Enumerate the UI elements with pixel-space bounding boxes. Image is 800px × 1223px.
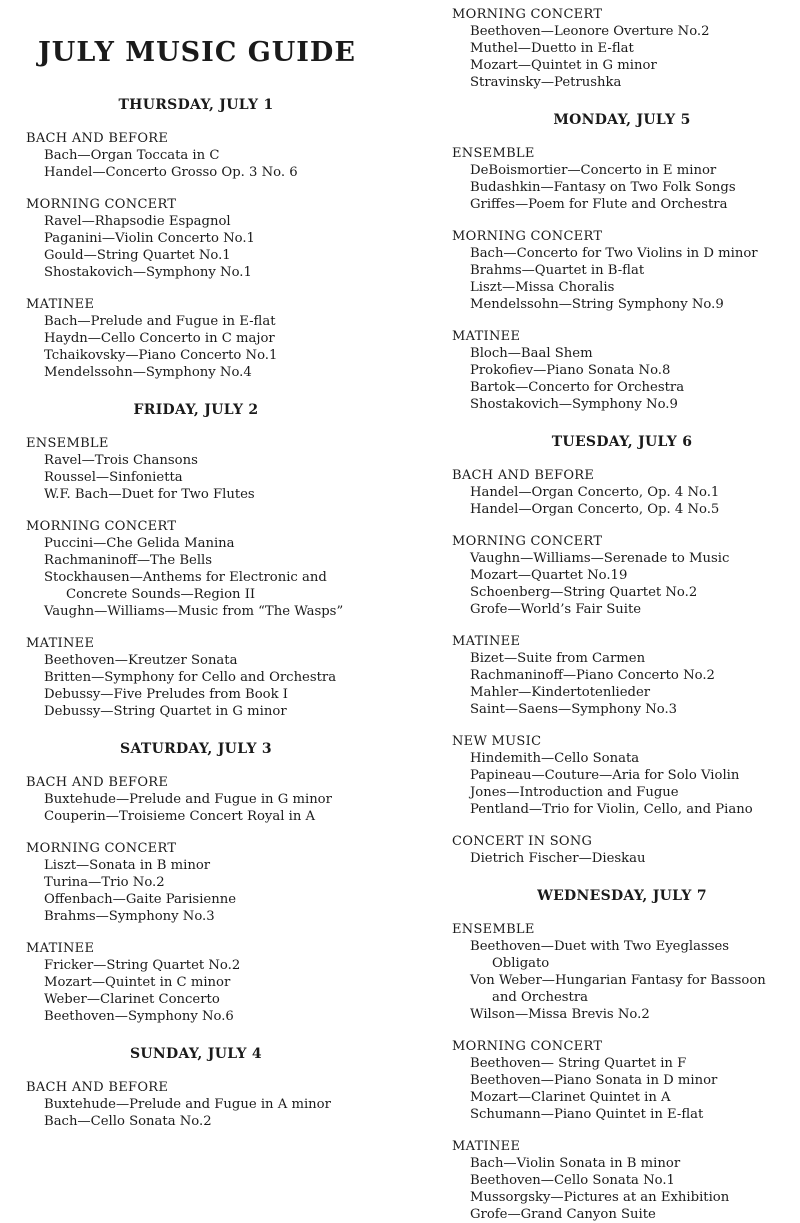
- program-item: Handel—Organ Concerto, Op. 4 No.5: [470, 502, 720, 517]
- program-item: Grofe—Grand Canyon Suite: [470, 1207, 656, 1222]
- program-item: Beethoven—Leonore Overture No.2: [470, 24, 710, 39]
- program-item: Shostakovich—Symphony No.9: [470, 397, 678, 412]
- section-morning-concert: [452, 228, 792, 313]
- day-heading-wednesday: WEDNESDAY, JULY 7: [537, 888, 707, 904]
- program-item: Mozart—Quartet No.19: [470, 568, 628, 583]
- section-ensemble: [452, 921, 792, 1023]
- page-title: JULY MUSIC GUIDE: [38, 37, 356, 68]
- day-heading-tuesday: TUESDAY, JULY 6: [551, 434, 693, 450]
- program-item: Bach—Cello Sonata No.2: [44, 1114, 212, 1129]
- section-matinee: [26, 940, 366, 1025]
- program-item: Beethoven— String Quartet in F: [470, 1056, 687, 1071]
- program-item: Bizet—Suite from Carmen: [470, 651, 646, 666]
- program-item-continuation: Concrete Sounds—Region II: [66, 587, 256, 602]
- program-item: Schoenberg—String Quartet No.2: [470, 585, 698, 600]
- program-item: Debussy—Five Preludes from Book I: [44, 687, 288, 702]
- program-item: Mozart—Quintet in G minor: [470, 58, 657, 73]
- program-item: Brahms—Quartet in B-flat: [470, 263, 645, 278]
- program-item: Schumann—Piano Quintet in E-flat: [470, 1107, 704, 1122]
- program-item: Turina—Trio No.2: [44, 875, 165, 890]
- program-item: Rachmaninoff—Piano Concerto No.2: [470, 668, 715, 683]
- section-title: CONCERT IN SONG: [452, 834, 593, 849]
- section-title: ENSEMBLE: [452, 922, 535, 937]
- program-item: Wilson—Missa Brevis No.2: [470, 1007, 650, 1022]
- section-morning-concert: [452, 6, 792, 91]
- section-bach-and-before: [26, 130, 366, 181]
- day-heading-saturday: SATURDAY, JULY 3: [120, 741, 272, 757]
- day-heading-friday: FRIDAY, JULY 2: [133, 402, 259, 418]
- program-item-continuation: and Orchestra: [492, 990, 589, 1005]
- program-item: Bach—Concerto for Two Violins in D minor: [470, 246, 758, 261]
- program-item: Beethoven—Piano Sonata in D minor: [470, 1073, 718, 1088]
- section-title: MORNING CONCERT: [26, 197, 177, 212]
- section-title: MORNING CONCERT: [452, 534, 603, 549]
- program-item: Jones—Introduction and Fugue: [470, 785, 679, 800]
- section-morning-concert: [452, 533, 792, 618]
- program-item: Prokofiev—Piano Sonata No.8: [470, 363, 671, 378]
- program-item: Handel—Organ Concerto, Op. 4 No.1: [470, 485, 720, 500]
- section-title: NEW MUSIC: [452, 734, 542, 749]
- program-item: Stockhausen—Anthems for Electronic and: [44, 570, 327, 585]
- program-item: Muthel—Duetto in E-flat: [470, 41, 634, 56]
- program-item: Buxtehude—Prelude and Fugue in A minor: [44, 1097, 331, 1112]
- section-title: ENSEMBLE: [452, 146, 535, 161]
- section-title: MORNING CONCERT: [26, 519, 177, 534]
- section-title: MATINEE: [26, 941, 95, 956]
- section-morning-concert: [26, 840, 366, 925]
- program-item: Vaughn—Williams—Music from “The Wasps”: [44, 604, 344, 619]
- section-morning-concert: [452, 1038, 792, 1123]
- program-item: Bartok—Concerto for Orchestra: [470, 380, 685, 395]
- program-item: Von Weber—Hungarian Fantasy for Bassoon: [470, 973, 766, 988]
- section-matinee: [452, 328, 792, 413]
- section-title: MATINEE: [26, 636, 95, 651]
- program-item: Brahms—Symphony No.3: [44, 909, 215, 924]
- program-item: Shostakovich—Symphony No.1: [44, 265, 252, 280]
- left-column: [26, 0, 366, 1130]
- program-item: Beethoven—Cello Sonata No.1: [470, 1173, 675, 1188]
- program-item: Roussel—Sinfonietta: [44, 470, 183, 485]
- program-item: Mendelssohn—String Symphony No.9: [470, 297, 724, 312]
- day-heading-thursday: THURSDAY, JULY 1: [118, 97, 274, 113]
- program-item: Bach—Organ Toccata in C: [44, 148, 220, 163]
- section-title: BACH AND BEFORE: [26, 1080, 169, 1095]
- program-item: Griffes—Poem for Flute and Orchestra: [470, 197, 728, 212]
- program-item: Ravel—Rhapsodie Espagnol: [44, 214, 231, 229]
- section-matinee: [26, 296, 366, 381]
- program-item: Bach—Violin Sonata in B minor: [470, 1156, 681, 1171]
- section-title: BACH AND BEFORE: [26, 131, 169, 146]
- section-ensemble: [26, 435, 366, 503]
- program-item: Bloch—Baal Shem: [470, 346, 593, 361]
- section-matinee: [452, 1138, 792, 1223]
- program-item: Dietrich Fischer—Dieskau: [470, 851, 646, 866]
- program-item: Bach—Prelude and Fugue in E-flat: [44, 314, 276, 329]
- section-title: MATINEE: [452, 1139, 521, 1154]
- program-item: DeBoismortier—Concerto in E minor: [470, 163, 717, 178]
- program-item: Mozart—Quintet in C minor: [44, 975, 231, 990]
- section-title: MORNING CONCERT: [452, 229, 603, 244]
- section-bach-and-before: [452, 467, 792, 518]
- section-matinee: [26, 635, 366, 720]
- section-new-music: [452, 733, 792, 818]
- section-morning-concert: [26, 518, 366, 620]
- program-item: Offenbach—Gaite Parisienne: [44, 892, 237, 907]
- program-item: Puccini—Che Gelida Manina: [44, 536, 235, 551]
- program-item: Pentland—Trio for Violin, Cello, and Piano: [470, 802, 753, 817]
- program-item: Britten—Symphony for Cello and Orchestra: [44, 670, 337, 685]
- program-item: Beethoven—Duet with Two Eyeglasses: [470, 939, 730, 954]
- day-heading-sunday: SUNDAY, JULY 4: [130, 1046, 262, 1062]
- section-title: BACH AND BEFORE: [452, 468, 595, 483]
- program-item: Fricker—String Quartet No.2: [44, 958, 241, 973]
- section-bach-and-before: [26, 774, 366, 825]
- day-heading-monday: MONDAY, JULY 5: [553, 112, 691, 128]
- program-item: Handel—Concerto Grosso Op. 3 No. 6: [44, 165, 298, 180]
- program-item: Mozart—Clarinet Quintet in A: [470, 1090, 671, 1105]
- section-title: ENSEMBLE: [26, 436, 109, 451]
- program-item: Beethoven—Kreutzer Sonata: [44, 653, 238, 668]
- program-item: Liszt—Missa Choralis: [470, 280, 615, 295]
- program-item: Haydn—Cello Concerto in C major: [44, 331, 275, 346]
- program-item: Paganini—Violin Concerto No.1: [44, 231, 255, 246]
- section-ensemble: [452, 145, 792, 213]
- program-item-continuation: Obligato: [492, 956, 550, 971]
- program-item: Rachmaninoff—The Bells: [44, 553, 213, 568]
- program-item: Mendelssohn—Symphony No.4: [44, 365, 252, 380]
- program-item: Tchaikovsky—Piano Concerto No.1: [44, 348, 278, 363]
- program-item: W.F. Bach—Duet for Two Flutes: [44, 487, 255, 502]
- program-item: Stravinsky—Petrushka: [470, 75, 622, 90]
- program-item: Debussy—String Quartet in G minor: [44, 704, 287, 719]
- section-title: MATINEE: [452, 634, 521, 649]
- program-item: Buxtehude—Prelude and Fugue in G minor: [44, 792, 332, 807]
- section-title: MORNING CONCERT: [26, 841, 177, 856]
- program-item: Weber—Clarinet Concerto: [44, 992, 220, 1007]
- program-item: Mussorgsky—Pictures at an Exhibition: [470, 1190, 730, 1205]
- program-item: Saint—Saens—Symphony No.3: [470, 702, 678, 717]
- program-item: Budashkin—Fantasy on Two Folk Songs: [470, 180, 736, 195]
- program-item: Mahler—Kindertotenlieder: [470, 685, 651, 700]
- program-item: Papineau—Couture—Aria for Solo Violin: [470, 768, 740, 783]
- program-item: Vaughn—Williams—Serenade to Music: [470, 551, 730, 566]
- program-item: Beethoven—Symphony No.6: [44, 1009, 234, 1024]
- section-bach-and-before: [26, 1079, 366, 1130]
- section-title: MATINEE: [452, 329, 521, 344]
- section-concert-in-song: [452, 833, 792, 867]
- program-item: Liszt—Sonata in B minor: [44, 858, 211, 873]
- section-title: MORNING CONCERT: [452, 1039, 603, 1054]
- program-item: Grofe—World’s Fair Suite: [470, 602, 642, 617]
- section-matinee: [452, 633, 792, 718]
- section-title: MATINEE: [26, 297, 95, 312]
- program-item: Ravel—Trois Chansons: [44, 453, 198, 468]
- program-item: Hindemith—Cello Sonata: [470, 751, 640, 766]
- program-item: Couperin—Troisieme Concert Royal in A: [44, 809, 316, 824]
- section-title: BACH AND BEFORE: [26, 775, 169, 790]
- right-column: [452, 0, 792, 1223]
- program-item: Gould—String Quartet No.1: [44, 248, 231, 263]
- section-morning-concert: [26, 196, 366, 281]
- section-title: MORNING CONCERT: [452, 7, 603, 22]
